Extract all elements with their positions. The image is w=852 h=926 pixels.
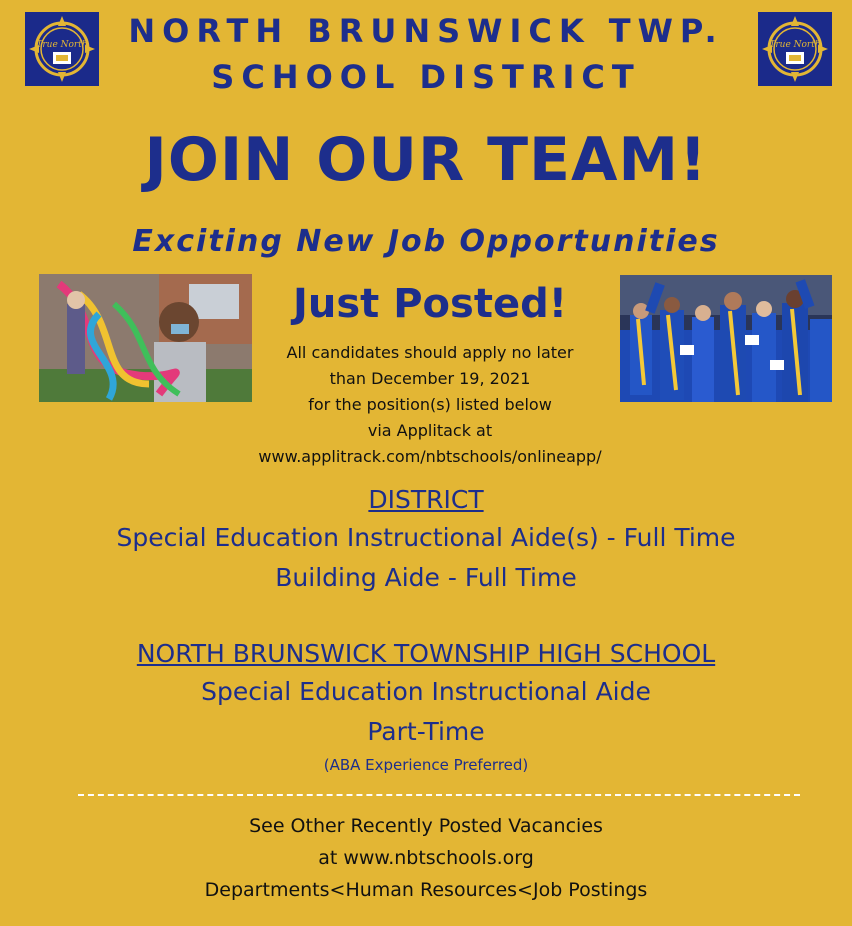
section-district [0, 482, 852, 598]
apply-line: All candidates should apply no later [286, 343, 574, 362]
apply-instructions [220, 340, 640, 470]
district-name-line-1: NORTH BRUNSWICK TWP. [128, 12, 724, 50]
photo-graduation [620, 275, 832, 402]
footer-line: See Other Recently Posted Vacancies [249, 815, 603, 837]
job-note: (ABA Experience Preferred) [323, 756, 529, 774]
apply-url: www.applitrack.com/nbtschools/onlineapp/ [258, 447, 602, 466]
subheadline: Exciting New Job Opportunities [132, 224, 720, 259]
just-posted-heading: Just Posted! [293, 281, 567, 327]
footer-line: at www.nbtschools.org [318, 847, 534, 869]
district-name [100, 8, 752, 100]
headline: JOIN OUR TEAM! [144, 125, 708, 195]
section-title-district: DISTRICT [368, 485, 484, 514]
district-logo-right [758, 12, 832, 86]
apply-line: than December 19, 2021 [329, 369, 531, 388]
district-name-line-2: SCHOOL DISTRICT [211, 58, 641, 96]
section-title-high-school: NORTH BRUNSWICK TOWNSHIP HIGH SCHOOL [136, 639, 716, 668]
section-high-school [0, 636, 852, 778]
district-logo-left [25, 12, 99, 86]
job-listing: Special Education Instructional Aide(s) - Full Time [116, 523, 736, 552]
footer [0, 810, 852, 906]
job-listing: Building Aide - Full Time [275, 563, 577, 592]
dashed-divider [78, 794, 800, 796]
footer-line: Departments<Human Resources<Job Postings [204, 879, 648, 901]
logo-text: True North [769, 40, 821, 50]
job-listing: Special Education Instructional Aide [201, 677, 651, 706]
job-listing: Part-Time [367, 717, 485, 746]
apply-line: for the position(s) listed below [308, 395, 552, 414]
logo-text: True North [36, 40, 88, 50]
apply-line: via Applitack at [367, 421, 493, 440]
